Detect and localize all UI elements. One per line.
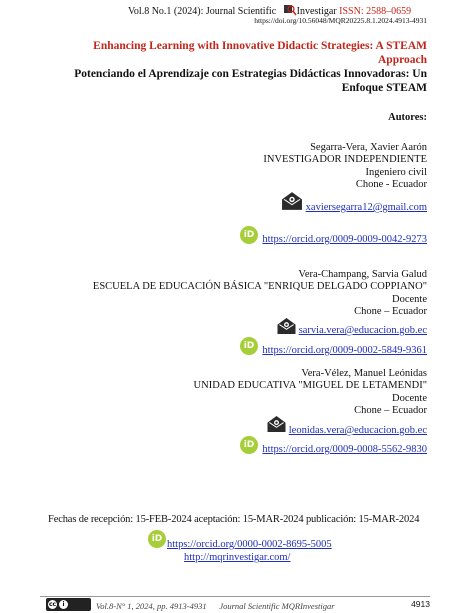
author-block-1	[150, 142, 427, 192]
footer-divider	[40, 596, 430, 597]
by-icon: i	[59, 600, 68, 609]
author-name: Vera-Vélez, Manuel Leónidas	[301, 368, 427, 379]
doi-link[interactable]: https://doi.org/10.56048/MQR20225.8.1.2024.4913-4931	[254, 16, 427, 25]
author-role: Docente	[392, 392, 427, 404]
author-orcid-link[interactable]: https://orcid.org/0009-0009-0042-9273	[262, 234, 427, 245]
author-block-3	[100, 368, 427, 418]
orcid-icon: iD	[240, 226, 258, 244]
publication-dates: Fechas de recepción: 15-FEB-2024 aceptación: 15-MAR-2024 publicación: 15-MAR-2024	[48, 514, 420, 525]
author-role: Docente	[392, 293, 427, 305]
authors-label: Autores:	[388, 112, 427, 123]
journal-volume-text: Vol.8 No.1 (2024): Journal Scientific	[128, 6, 277, 17]
orcid-icon: iD	[240, 436, 258, 454]
author-institution: ESCUELA DE EDUCACIÓN BÁSICA "ENRIQUE DELGADO COPPIANO"	[92, 281, 427, 293]
english-title: Enhancing Learning with Innovative Didactic Strategies: A STEAM Approach	[93, 40, 427, 66]
issn-text: ISSN: 2588–0659	[339, 6, 412, 17]
author-location: Chone - Ecuador	[355, 179, 427, 191]
author-institution: UNIDAD EDUCATIVA "MIGUEL DE LETAMENDI"	[193, 380, 427, 392]
logo-text: Investigar	[296, 6, 337, 17]
author-location: Chone – Ecuador	[354, 306, 427, 318]
journal-orcid-link[interactable]: https://orcid.org/0000-0002-8695-5005	[167, 539, 332, 550]
author-orcid-link[interactable]: https://orcid.org/0009-0002-5849-9361	[262, 345, 427, 356]
page-number: 4913	[411, 599, 430, 609]
author-orcid-link[interactable]: https://orcid.org/0009-0008-5562-9830	[262, 444, 427, 455]
author-block-2	[60, 269, 427, 319]
author-email-link[interactable]: leonidas.vera@educacion.gob.ec	[288, 425, 427, 436]
author-name: Vera-Champang, Sarvia Galud	[298, 269, 427, 280]
footer-citation: Vol.8-N° 1, 2024, pp. 4913-4931 Journal Scientific MQRInvestigar	[96, 601, 335, 611]
orcid-icon: iD	[148, 530, 166, 548]
spanish-title: Potenciando el Aprendizaje con Estrategias Didácticas Innovadoras: Un Enfoque STEAM	[74, 68, 427, 94]
cc-icon: cc	[48, 601, 57, 608]
author-email-link[interactable]: sarvia.vera@educacion.gob.ec	[298, 325, 427, 336]
author-name: Segarra-Vera, Xavier Aarón	[310, 142, 427, 153]
author-role: Ingeniero civil	[365, 166, 427, 178]
magnifier-logo-icon	[283, 3, 297, 16]
journal-website-link[interactable]: http://mqrinvestigar.com/	[184, 552, 291, 563]
author-email-link[interactable]: xaviersegarra12@gmail.com	[305, 202, 427, 213]
orcid-icon: iD	[240, 337, 258, 355]
cc-license-badge[interactable]	[46, 598, 91, 611]
author-institution: INVESTIGADOR INDEPENDIENTE	[263, 154, 427, 166]
author-location: Chone – Ecuador	[354, 405, 427, 417]
